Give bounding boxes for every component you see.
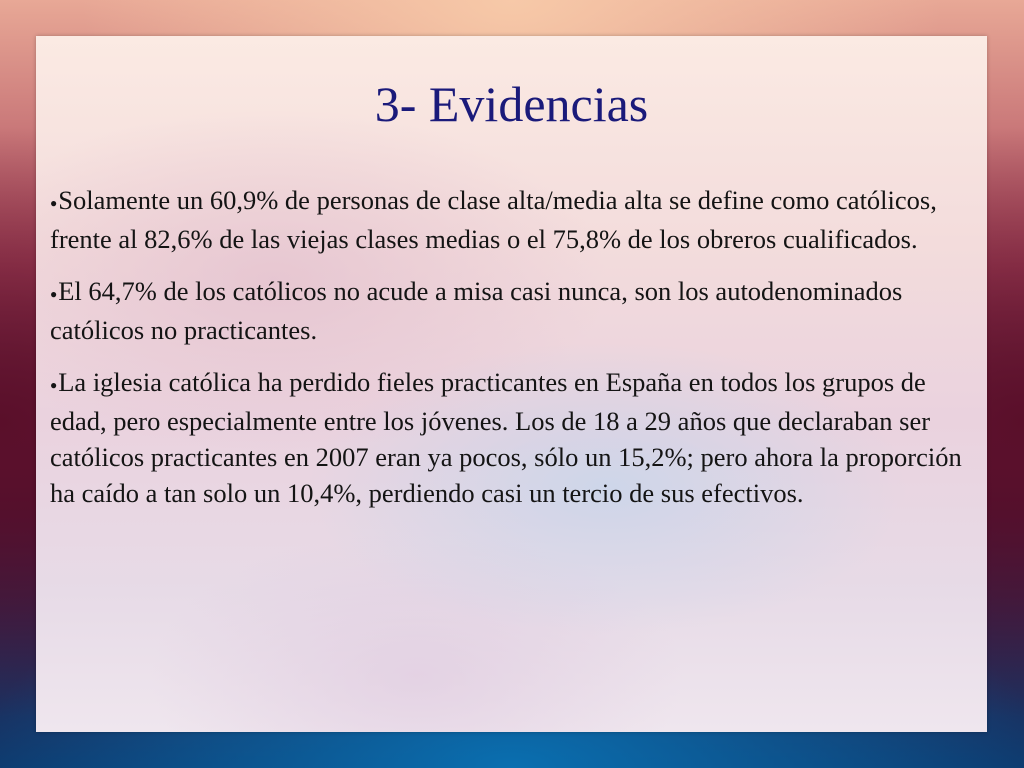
bullet-text-2: El 64,7% de los católicos no acude a misa casi nunca, son los autodenominados católicos no practicantes. [50, 275, 903, 345]
bullet-item-1 [50, 182, 970, 257]
bullet-item-3 [50, 364, 970, 511]
bullet-text-3: La iglesia católica ha perdido fieles practicantes en España en todos los grupos de edad, pero especialmente entre los jóvenes. Los de 18 a 29 años que declaraban ser católicos practicantes en 2007 eran ya pocos, sólo un 15,2%; pero ahora la proporción ha caído a tan solo un 10,4%, perdiendo casi un tercio de sus efectivos. [50, 366, 962, 508]
slide-panel [36, 36, 987, 732]
slide-title: 3- Evidencias [374, 76, 649, 132]
bullet-dot-icon: ● [50, 195, 58, 210]
bullet-dot-icon: ● [50, 377, 58, 392]
bullet-list [50, 182, 970, 527]
bullet-item-2 [50, 273, 970, 348]
bullet-text-1: Solamente un 60,9% de personas de clase alta/media alta se define como católicos, frente al 82,6% de las viejas clases medias o el 75,8% de los obreros cualificados. [50, 185, 937, 254]
bullet-dot-icon: ● [50, 286, 58, 301]
